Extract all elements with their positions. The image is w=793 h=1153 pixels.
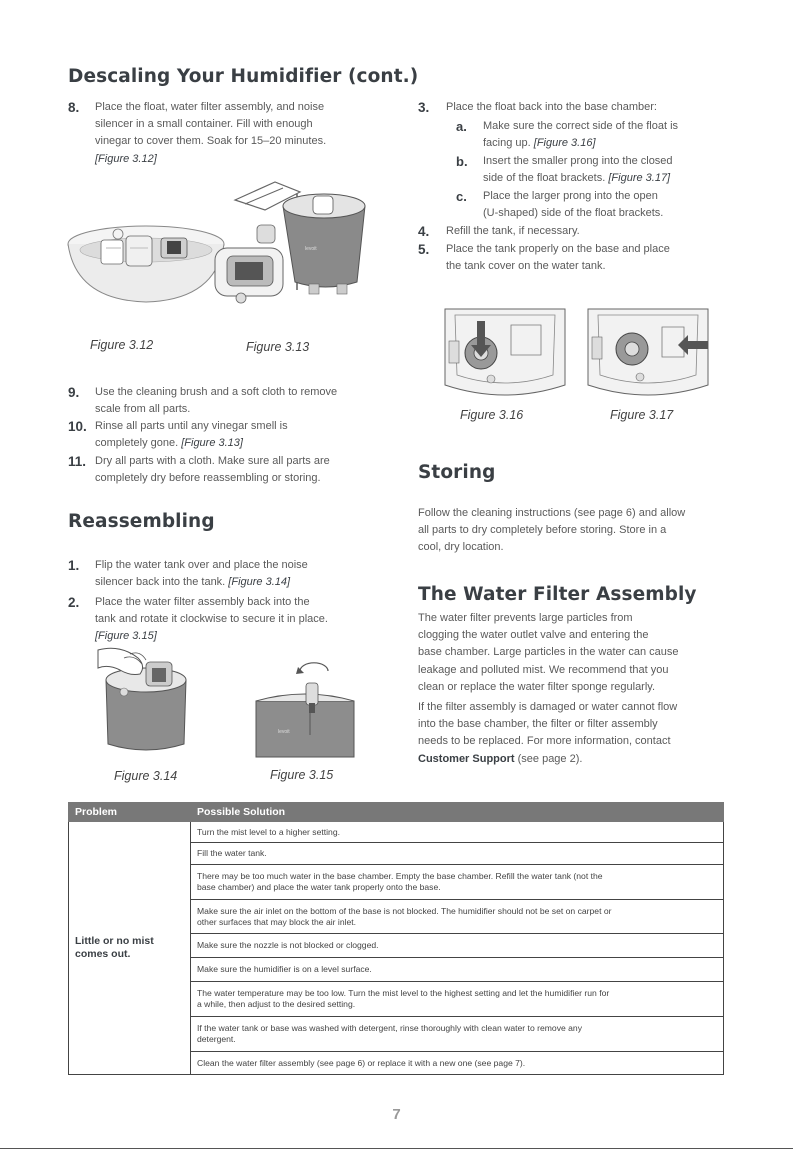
figure-ref: [Figure 3.16] xyxy=(533,137,596,150)
solution-cell xyxy=(191,934,724,958)
table-header-row xyxy=(69,803,724,822)
caption-figure-3-16: Figure 3.16 xyxy=(460,408,524,422)
step-line: Dry all parts with a cloth. Make sure all parts are xyxy=(95,455,330,467)
figure-3-14-illustration xyxy=(90,640,200,760)
step-line: side of the float brackets. xyxy=(483,172,609,185)
problem-line: comes out. xyxy=(75,948,131,960)
step-number: 5. xyxy=(418,242,430,257)
step-number: 1. xyxy=(68,558,80,573)
solution-line: Fill the water tank. xyxy=(197,848,267,858)
figure-3-17-illustration xyxy=(584,305,712,399)
paragraph-line: leakage and polluted mist. We recommend that you xyxy=(418,663,669,676)
page-heading: Descaling Your Humidifier (cont.) xyxy=(68,66,419,87)
figure-ref: [Figure 3.17] xyxy=(608,172,671,185)
step-line: completely gone. xyxy=(95,437,182,450)
column-header-problem: Problem xyxy=(69,803,191,822)
page-number: 7 xyxy=(392,1106,401,1123)
step-line: tank and rotate it clockwise to secure it in place. xyxy=(95,613,328,626)
caption-figure-3-14: Figure 3.14 xyxy=(114,769,178,783)
caption-figure-3-13: Figure 3.13 xyxy=(246,340,310,354)
solution-line: other surfaces that may block the air inlet. xyxy=(197,916,357,927)
solution-line: base chamber) and place the water tank properly onto the base. xyxy=(197,882,441,892)
brand-logo: levoit xyxy=(305,246,317,252)
step-line: vinegar to cover them. Soak for 15–20 minutes. xyxy=(95,135,327,148)
section-heading-reassembling: Reassembling xyxy=(68,511,215,532)
step-line: Rinse all parts until any vinegar smell is xyxy=(95,420,288,432)
caption-figure-3-15: Figure 3.15 xyxy=(270,768,334,782)
solution-cell xyxy=(191,1052,724,1075)
figure-3-16-illustration xyxy=(441,305,569,399)
step-line: Place the float, water filter assembly, and noise xyxy=(95,101,325,113)
substep-letter: a. xyxy=(456,119,467,134)
filter-paragraph-1 xyxy=(418,610,738,696)
solution-line: a while, then adjust to the desired setting. xyxy=(197,999,356,1009)
step-number: 10. xyxy=(68,419,87,434)
step-line: Place the larger prong into the open xyxy=(483,190,658,202)
figure-ref: [Figure 3.13] xyxy=(181,437,243,450)
solution-line: Make sure the air inlet on the bottom of the base is not blocked. The humidifier should not be set on carpet or xyxy=(197,905,612,916)
step-line: completely dry before reassembling or storing. xyxy=(95,472,321,485)
paragraph-line: If the filter assembly is damaged or water cannot flow xyxy=(418,701,678,713)
step-number: 3. xyxy=(418,100,430,115)
paragraph-line: (see page 2). xyxy=(514,752,583,765)
step-line: Place the float back into the base chamber: xyxy=(446,101,657,113)
figure-3-13-illustration xyxy=(205,170,375,310)
solution-line: Turn the mist level to a higher setting. xyxy=(197,826,340,837)
solution-cell xyxy=(191,1017,724,1052)
substep-letter: c. xyxy=(456,189,467,204)
solution-line: The water temperature may be too low. Turn the mist level to the highest setting and let the humidifier run for xyxy=(197,988,610,998)
problem-line: Little or no mist xyxy=(75,935,154,947)
figure-3-15-illustration xyxy=(250,655,360,765)
paragraph-line: Follow the cleaning instructions (see page 6) and allow xyxy=(418,507,686,519)
solution-line: detergent. xyxy=(197,1034,236,1044)
step-line: Flip the water tank over and place the noise xyxy=(95,559,308,571)
step-line: silencer in a small container. Fill with enough xyxy=(95,118,313,131)
caption-figure-3-17: Figure 3.17 xyxy=(610,408,674,422)
step-number: 11. xyxy=(68,454,87,469)
step-line: scale from all parts. xyxy=(95,403,191,416)
caption-figure-3-12: Figure 3.12 xyxy=(90,338,154,352)
solution-line: Make sure the humidifier is on a level surface. xyxy=(197,964,372,974)
table-row xyxy=(69,822,724,843)
brand-logo: levoit xyxy=(278,729,290,735)
paragraph-line: all parts to dry completely before storing. Store in a xyxy=(418,524,667,537)
paragraph-line: cool, dry location. xyxy=(418,541,504,554)
section-heading-storing: Storing xyxy=(418,462,496,483)
section-heading-water-filter: The Water Filter Assembly xyxy=(418,584,697,605)
solution-cell xyxy=(191,982,724,1017)
solution-line: If the water tank or base was washed with detergent, rinse thoroughly with clean water to remove any xyxy=(197,1023,583,1033)
page-bottom-rule xyxy=(0,1148,793,1149)
step-number: 4. xyxy=(418,224,430,239)
paragraph-line: The water filter prevents large particles from xyxy=(418,612,633,624)
step-line: Use the cleaning brush and a soft cloth to remove xyxy=(95,386,338,398)
step-line: facing up. xyxy=(483,137,534,150)
problem-cell xyxy=(69,822,191,1075)
substep-letter: b. xyxy=(456,154,468,169)
solution-cell xyxy=(191,865,724,900)
step-line: Place the water filter assembly back into the xyxy=(95,596,310,608)
paragraph-line: into the base chamber, the filter or filter assembly xyxy=(418,718,658,731)
step-line: Make sure the correct side of the float is xyxy=(483,120,679,132)
solution-cell xyxy=(191,958,724,982)
customer-support-link: Customer Support xyxy=(418,752,515,765)
step-line: silencer back into the tank. xyxy=(95,576,229,589)
step-number: 9. xyxy=(68,385,80,400)
step-line: the tank cover on the water tank. xyxy=(446,260,606,273)
paragraph-line: needs to be replaced. For more information, contact xyxy=(418,735,671,748)
step-line: Insert the smaller prong into the closed xyxy=(483,155,673,167)
solution-line: Clean the water filter assembly (see page 6) or replace it with a new one (see page 7). xyxy=(197,1057,526,1068)
figure-ref: [Figure 3.12] xyxy=(95,152,157,165)
step-line: Place the tank properly on the base and place xyxy=(446,243,670,255)
paragraph-line: clean or replace the water filter sponge regularly. xyxy=(418,680,656,693)
solution-line: There may be too much water in the base chamber. Empty the base chamber. Refill the water tank (not the xyxy=(197,871,603,881)
step-line: Refill the tank, if necessary. xyxy=(446,225,580,237)
solution-cell xyxy=(191,822,724,843)
storing-paragraph xyxy=(418,505,738,557)
step-number: 8. xyxy=(68,100,80,115)
figure-ref: [Figure 3.15] xyxy=(95,630,157,643)
solution-cell xyxy=(191,900,724,934)
troubleshooting-table xyxy=(68,802,724,1075)
filter-paragraph-2 xyxy=(418,699,738,768)
solution-cell xyxy=(191,843,724,865)
figure-3-12-illustration xyxy=(66,218,226,318)
solution-line: Make sure the nozzle is not blocked or clogged. xyxy=(197,940,379,950)
figure-ref: [Figure 3.14] xyxy=(228,576,291,589)
step-number: 2. xyxy=(68,595,80,610)
step-line: (U-shaped) side of the float brackets. xyxy=(483,207,664,220)
paragraph-line: base chamber. Large particles in the water can cause xyxy=(418,646,679,659)
paragraph-line: clogging the water outlet valve and entering the xyxy=(418,629,649,642)
column-header-solution: Possible Solution xyxy=(191,803,724,822)
